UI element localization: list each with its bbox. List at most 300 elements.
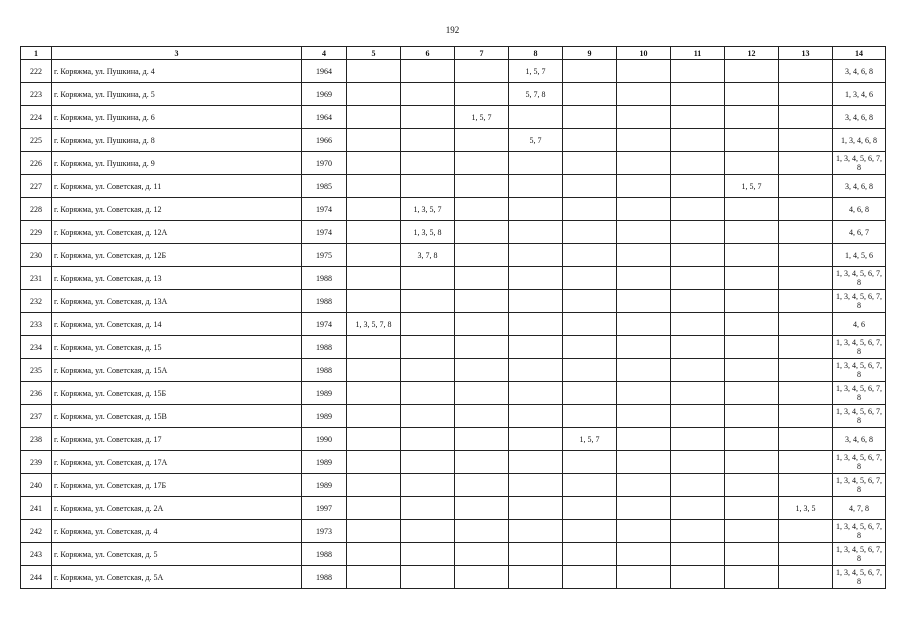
table-cell [671,428,725,451]
table-cell: 1, 3, 5 [779,497,833,520]
address-cell: г. Коряжма, ул. Советская, д. 17Б [52,474,302,497]
table-cell [455,520,509,543]
table-row [21,313,886,336]
table-cell: 3, 4, 6, 8 [833,106,886,129]
table-cell [347,543,401,566]
table-cell [455,566,509,589]
table-cell [725,83,779,106]
table-cell [779,405,833,428]
table-cell [401,382,455,405]
table-cell [671,129,725,152]
table-cell [563,405,617,428]
table-cell [455,336,509,359]
row-number-cell: 243 [21,543,52,566]
table-row [21,244,886,267]
table-cell: 1, 3, 4, 5, 6, 7, 8 [833,474,886,497]
table-cell: 1, 5, 7 [509,60,563,83]
row-number-cell: 233 [21,313,52,336]
table-cell [671,405,725,428]
table-cell [725,451,779,474]
row-number-cell: 237 [21,405,52,428]
year-cell: 1989 [302,451,347,474]
table-cell [725,221,779,244]
table-cell [725,566,779,589]
table-cell [563,152,617,175]
table-cell [347,520,401,543]
page-number: 192 [445,25,460,35]
table-cell: 1, 3, 4, 5, 6, 7, 8 [833,543,886,566]
table-cell [725,474,779,497]
table-cell [509,566,563,589]
address-cell: г. Коряжма, ул. Пушкина, д. 6 [52,106,302,129]
table-cell [401,497,455,520]
table-cell [347,60,401,83]
table-row [21,474,886,497]
year-cell: 1975 [302,244,347,267]
table-cell [563,106,617,129]
row-number-cell: 228 [21,198,52,221]
table-cell [617,83,671,106]
column-header: 4 [302,47,347,60]
table-cell [347,451,401,474]
address-cell: г. Коряжма, ул. Советская, д. 12А [52,221,302,244]
row-number-cell: 231 [21,267,52,290]
address-cell: г. Коряжма, ул. Советская, д. 15В [52,405,302,428]
table-row [21,336,886,359]
table-cell [401,451,455,474]
table-cell [347,221,401,244]
table-cell [617,152,671,175]
address-cell: г. Коряжма, ул. Пушкина, д. 9 [52,152,302,175]
table-cell [779,152,833,175]
table-cell [617,313,671,336]
table-cell [347,405,401,428]
table-cell [617,428,671,451]
table-cell [779,566,833,589]
table-cell [725,198,779,221]
column-header: 13 [779,47,833,60]
year-cell: 1969 [302,83,347,106]
table-cell: 4, 6, 8 [833,198,886,221]
table-cell [563,543,617,566]
table-cell: 1, 5, 7 [563,428,617,451]
table-cell [617,520,671,543]
table-cell: 1, 3, 4, 6, 8 [833,129,886,152]
table-cell [401,267,455,290]
table-cell [617,336,671,359]
table-cell [509,543,563,566]
table-row [21,520,886,543]
table-cell [725,244,779,267]
table-cell: 1, 5, 7 [455,106,509,129]
table-row [21,267,886,290]
table-row [21,290,886,313]
table-cell [617,497,671,520]
table-cell [509,267,563,290]
row-number-cell: 224 [21,106,52,129]
table-cell [347,359,401,382]
table-cell [509,198,563,221]
table-cell [779,290,833,313]
year-cell: 1988 [302,543,347,566]
year-cell: 1989 [302,405,347,428]
table-cell [671,313,725,336]
table-cell [563,382,617,405]
table-cell: 1, 3, 4, 5, 6, 7, 8 [833,152,886,175]
table-row [21,359,886,382]
address-cell: г. Коряжма, ул. Советская, д. 5А [52,566,302,589]
table-cell [455,405,509,428]
table-cell [401,405,455,428]
table-cell [455,543,509,566]
table-cell [563,359,617,382]
table-cell [563,566,617,589]
table-cell [347,428,401,451]
row-number-cell: 238 [21,428,52,451]
table-cell [401,566,455,589]
row-number-cell: 236 [21,382,52,405]
table-cell: 5, 7, 8 [509,83,563,106]
year-cell: 1966 [302,129,347,152]
row-number-cell: 242 [21,520,52,543]
table-cell [347,267,401,290]
address-cell: г. Коряжма, ул. Пушкина, д. 8 [52,129,302,152]
table-cell [563,129,617,152]
table-cell: 3, 4, 6, 8 [833,175,886,198]
table-cell: 3, 4, 6, 8 [833,60,886,83]
column-header: 8 [509,47,563,60]
address-cell: г. Коряжма, ул. Советская, д. 2А [52,497,302,520]
table-cell [563,221,617,244]
table-cell [401,83,455,106]
table-cell [401,129,455,152]
table-cell [671,267,725,290]
address-cell: г. Коряжма, ул. Советская, д. 15 [52,336,302,359]
table-cell [455,175,509,198]
address-cell: г. Коряжма, ул. Советская, д. 5 [52,543,302,566]
address-cell: г. Коряжма, ул. Советская, д. 14 [52,313,302,336]
table-cell [455,83,509,106]
row-number-cell: 234 [21,336,52,359]
year-cell: 1988 [302,290,347,313]
table-cell: 1, 3, 4, 5, 6, 7, 8 [833,520,886,543]
table-cell [779,83,833,106]
table-cell [347,83,401,106]
table-cell [455,382,509,405]
table-cell [725,313,779,336]
column-header: 9 [563,47,617,60]
table-cell: 4, 7, 8 [833,497,886,520]
table-cell [725,106,779,129]
table-cell [509,497,563,520]
column-header: 7 [455,47,509,60]
table-cell [347,244,401,267]
year-cell: 1997 [302,497,347,520]
table-cell [563,175,617,198]
table-cell [617,382,671,405]
address-cell: г. Коряжма, ул. Советская, д. 11 [52,175,302,198]
address-cell: г. Коряжма, ул. Пушкина, д. 5 [52,83,302,106]
table-cell [617,175,671,198]
table-cell [725,60,779,83]
table-row [21,129,886,152]
table-cell: 1, 4, 5, 6 [833,244,886,267]
table-cell [455,290,509,313]
table-cell [671,520,725,543]
address-cell: г. Коряжма, ул. Советская, д. 4 [52,520,302,543]
table-cell [509,221,563,244]
table-cell [455,359,509,382]
table-cell [347,152,401,175]
table-cell [455,244,509,267]
row-number-cell: 235 [21,359,52,382]
table-cell [671,175,725,198]
table-cell [509,336,563,359]
table-cell [347,290,401,313]
table-cell [617,244,671,267]
table-cell [779,474,833,497]
table-cell [401,474,455,497]
table-cell [509,152,563,175]
table-cell [779,428,833,451]
column-header: 11 [671,47,725,60]
table-cell [725,152,779,175]
table-body [21,60,886,589]
table-cell [347,336,401,359]
year-cell: 1974 [302,198,347,221]
table-cell [401,175,455,198]
column-header: 10 [617,47,671,60]
table-cell [563,336,617,359]
year-cell: 1989 [302,474,347,497]
table-cell [563,267,617,290]
table-cell: 1, 3, 4, 5, 6, 7, 8 [833,290,886,313]
row-number-cell: 239 [21,451,52,474]
table-cell [347,106,401,129]
table-cell [617,221,671,244]
table-cell [563,520,617,543]
table-cell [509,290,563,313]
table-cell [347,497,401,520]
table-cell [455,221,509,244]
table-row [21,382,886,405]
table-cell [779,336,833,359]
table-cell [671,152,725,175]
table-cell [671,290,725,313]
table-cell [401,520,455,543]
address-cell: г. Коряжма, ул. Советская, д. 15А [52,359,302,382]
year-cell: 1964 [302,106,347,129]
table-row [21,221,886,244]
table-cell [455,267,509,290]
table-cell [347,474,401,497]
table-cell [617,405,671,428]
table-cell [563,313,617,336]
year-cell: 1988 [302,359,347,382]
address-cell: г. Коряжма, ул. Советская, д. 13 [52,267,302,290]
table-cell [401,60,455,83]
table-cell [563,60,617,83]
table-cell [671,359,725,382]
address-cell: г. Коряжма, ул. Пушкина, д. 4 [52,60,302,83]
row-number-cell: 223 [21,83,52,106]
table-cell [671,83,725,106]
table-cell [563,198,617,221]
table-row [21,175,886,198]
table-cell [617,129,671,152]
table-cell [779,244,833,267]
table-cell: 4, 6 [833,313,886,336]
table-row [21,83,886,106]
column-header: 1 [21,47,52,60]
table-cell [347,198,401,221]
table-cell [563,451,617,474]
year-cell: 1988 [302,267,347,290]
table-cell [455,198,509,221]
table-cell [401,106,455,129]
table-row [21,543,886,566]
row-number-cell: 230 [21,244,52,267]
table-row [21,405,886,428]
table-cell [563,474,617,497]
table-cell: 1, 3, 4, 5, 6, 7, 8 [833,336,886,359]
table-cell [401,428,455,451]
table-cell [509,474,563,497]
header-row [21,47,886,60]
table-cell: 5, 7 [509,129,563,152]
row-number-cell: 241 [21,497,52,520]
table-cell [725,336,779,359]
table-cell [725,290,779,313]
table-cell [401,290,455,313]
table-cell [455,60,509,83]
table-cell [725,267,779,290]
table-cell: 1, 3, 5, 7 [401,198,455,221]
table-cell [563,497,617,520]
table-cell: 1, 3, 4, 5, 6, 7, 8 [833,566,886,589]
table-cell [509,106,563,129]
year-cell: 1974 [302,221,347,244]
table-cell [509,175,563,198]
table-cell [779,221,833,244]
year-cell: 1974 [302,313,347,336]
table-cell [509,451,563,474]
table-cell [779,267,833,290]
address-cell: г. Коряжма, ул. Советская, д. 17А [52,451,302,474]
table-cell [509,313,563,336]
table-cell [401,313,455,336]
column-header: 3 [52,47,302,60]
row-number-cell: 244 [21,566,52,589]
table-cell: 1, 3, 5, 7, 8 [347,313,401,336]
table-cell [779,313,833,336]
year-cell: 1988 [302,566,347,589]
table-cell: 4, 6, 7 [833,221,886,244]
table-cell [617,543,671,566]
table-cell: 1, 3, 4, 5, 6, 7, 8 [833,405,886,428]
table-row [21,428,886,451]
table-cell [563,83,617,106]
table-cell [779,129,833,152]
address-cell: г. Коряжма, ул. Советская, д. 13А [52,290,302,313]
table-cell [671,566,725,589]
address-cell: г. Коряжма, ул. Советская, д. 12 [52,198,302,221]
column-header: 12 [725,47,779,60]
table-cell [671,60,725,83]
year-cell: 1990 [302,428,347,451]
table-row [21,60,886,83]
table-row [21,106,886,129]
table-cell [617,60,671,83]
table-cell [617,451,671,474]
year-cell: 1973 [302,520,347,543]
table-cell [347,129,401,152]
year-cell: 1988 [302,336,347,359]
table-cell [617,267,671,290]
table-cell [671,451,725,474]
year-cell: 1985 [302,175,347,198]
table-cell [455,428,509,451]
row-number-cell: 222 [21,60,52,83]
row-number-cell: 240 [21,474,52,497]
table-cell [401,336,455,359]
table-cell [617,566,671,589]
table-cell [509,359,563,382]
table-cell [725,497,779,520]
table-cell [617,474,671,497]
column-header: 5 [347,47,401,60]
table-cell [725,520,779,543]
table-cell [617,106,671,129]
table-cell [401,359,455,382]
table-cell [347,382,401,405]
table-row [21,566,886,589]
table-cell [671,543,725,566]
table-row [21,497,886,520]
table-cell: 1, 3, 4, 5, 6, 7, 8 [833,451,886,474]
table-cell [455,313,509,336]
table-cell [671,336,725,359]
table-row [21,198,886,221]
row-number-cell: 227 [21,175,52,198]
column-header: 6 [401,47,455,60]
table-cell [563,244,617,267]
row-number-cell: 226 [21,152,52,175]
table-row [21,451,886,474]
table-cell [671,497,725,520]
table-cell [509,382,563,405]
table-cell: 1, 3, 4, 5, 6, 7, 8 [833,267,886,290]
table-cell [347,566,401,589]
address-cell: г. Коряжма, ул. Советская, д. 15Б [52,382,302,405]
table-cell [455,129,509,152]
table-cell [509,405,563,428]
table-cell [725,129,779,152]
table-cell [617,359,671,382]
register-table [20,46,886,589]
table-cell [455,152,509,175]
table-cell [671,382,725,405]
table-cell [725,543,779,566]
table-cell [779,382,833,405]
year-cell: 1989 [302,382,347,405]
table-cell [617,290,671,313]
table-cell [455,497,509,520]
table-cell [779,198,833,221]
table-cell [725,428,779,451]
table-row [21,152,886,175]
table-cell: 1, 3, 4, 5, 6, 7, 8 [833,359,886,382]
